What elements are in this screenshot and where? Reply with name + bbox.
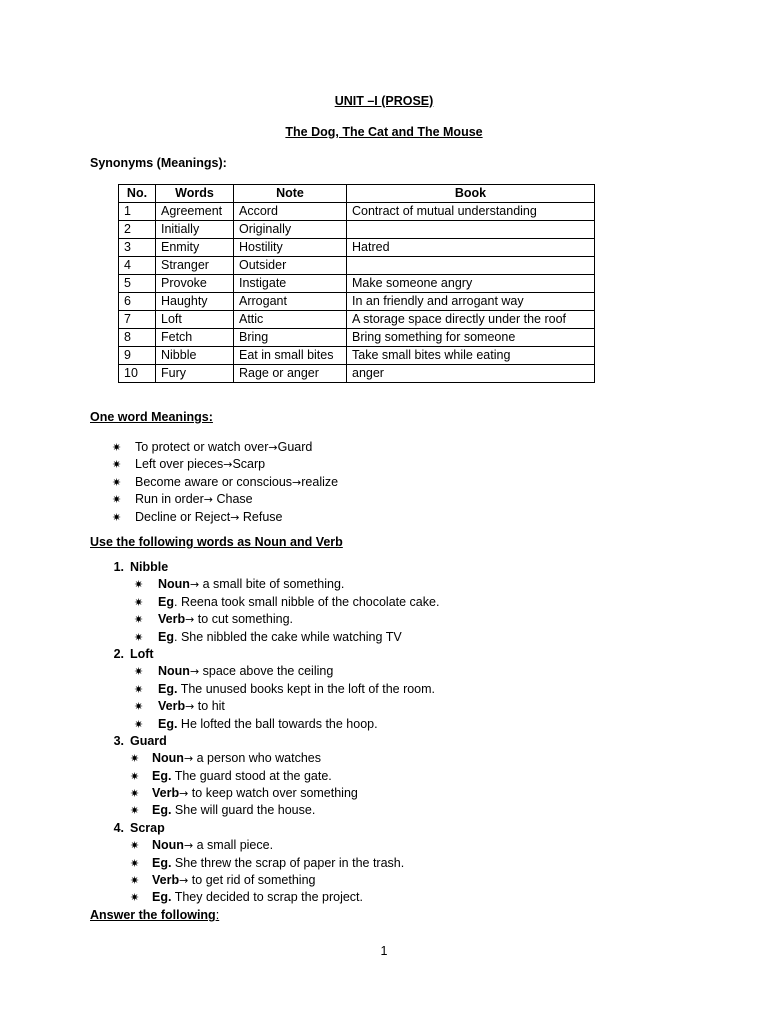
cell-note: Hostility bbox=[234, 239, 347, 257]
cell-no: 9 bbox=[119, 347, 156, 365]
cell-word: Fury bbox=[156, 365, 234, 383]
header-book: Book bbox=[347, 185, 595, 203]
verb-definition: to keep watch over something bbox=[188, 786, 358, 801]
asterisk-bullet-icon: ✷ bbox=[112, 441, 122, 454]
cell-book: Make someone angry bbox=[347, 275, 595, 293]
word-heading bbox=[104, 559, 168, 576]
verb-label: Verb bbox=[158, 612, 186, 627]
table-row bbox=[119, 257, 595, 275]
example-label: Eg bbox=[158, 594, 174, 609]
list-item bbox=[112, 509, 338, 526]
example-label: Eg. bbox=[152, 890, 172, 905]
noun-definition: space above the ceiling bbox=[199, 664, 334, 679]
example-text: They decided to scrap the project. bbox=[171, 890, 363, 905]
table-header-row bbox=[119, 185, 595, 203]
meaning-word: Guard bbox=[277, 440, 313, 454]
verb-line bbox=[104, 872, 316, 889]
header-note: Note bbox=[234, 185, 347, 203]
asterisk-bullet-icon: ✷ bbox=[134, 595, 144, 609]
cell-word: Enmity bbox=[156, 239, 234, 257]
table-row bbox=[119, 203, 595, 221]
example-line bbox=[104, 855, 405, 872]
cell-book: Hatred bbox=[347, 239, 595, 257]
right-arrow-icon: → bbox=[185, 613, 195, 627]
unit-title: UNIT –I (PROSE) bbox=[334, 94, 434, 108]
table-row bbox=[119, 239, 595, 257]
example-text: He lofted the ball towards the hoop. bbox=[177, 716, 378, 731]
example-line: ✷ Eg. She nibbled the cake while watching TV bbox=[104, 629, 168, 646]
word-number: 2. bbox=[113, 646, 124, 661]
cell-word: Nibble bbox=[156, 347, 234, 365]
noun-definition: a person who watches bbox=[193, 751, 322, 766]
cell-no: 2 bbox=[119, 221, 156, 239]
asterisk-bullet-icon: ✷ bbox=[130, 787, 140, 801]
answer-heading bbox=[90, 907, 219, 924]
verb-line bbox=[104, 698, 225, 715]
verb-definition: to cut something. bbox=[194, 612, 293, 627]
word-number: 4. bbox=[113, 820, 124, 835]
cell-book: In an friendly and arrogant way bbox=[347, 293, 595, 311]
noun-label: Noun bbox=[158, 664, 190, 679]
verb-label: Verb bbox=[152, 873, 180, 888]
asterisk-bullet-icon: ✷ bbox=[112, 458, 122, 472]
meaning-word: Chase bbox=[213, 492, 253, 507]
cell-note: Attic bbox=[234, 311, 347, 329]
example-label: Eg. bbox=[152, 855, 172, 870]
example-text: She will guard the house. bbox=[171, 803, 316, 818]
word-title: Guard bbox=[130, 733, 167, 748]
list-item bbox=[104, 820, 405, 907]
noun-definition: a small bite of something. bbox=[199, 577, 345, 592]
cell-word: Fetch bbox=[156, 329, 234, 347]
list-item bbox=[104, 646, 436, 733]
example-text: The guard stood at the gate. bbox=[171, 768, 332, 783]
cell-no: 7 bbox=[119, 311, 156, 329]
cell-no: 5 bbox=[119, 275, 156, 293]
meaning-text: To protect or watch over bbox=[135, 440, 269, 454]
right-arrow-icon: → bbox=[179, 874, 189, 888]
cell-note: Bring bbox=[234, 329, 347, 347]
story-title: The Dog, The Cat and The Mouse bbox=[285, 125, 483, 139]
right-arrow-icon: → bbox=[223, 458, 233, 472]
example-text: Reena took small nibble of the chocolate cake. bbox=[177, 594, 440, 609]
example-line bbox=[104, 681, 436, 698]
cell-note: Accord bbox=[234, 203, 347, 221]
table-row bbox=[119, 293, 595, 311]
list-item bbox=[112, 474, 338, 491]
answer-heading-colon: : bbox=[215, 908, 220, 922]
word-heading bbox=[104, 820, 168, 837]
noun-verb-list bbox=[104, 559, 440, 907]
meaning-text: Left over pieces bbox=[135, 457, 224, 472]
example-label: Eg. bbox=[152, 768, 172, 783]
verb-label: Verb bbox=[158, 699, 186, 714]
asterisk-bullet-icon: ✷ bbox=[130, 769, 140, 783]
example-label: Eg. bbox=[158, 681, 178, 696]
synonyms-heading: Synonyms (Meanings): bbox=[90, 156, 227, 170]
right-arrow-icon: → bbox=[189, 665, 200, 679]
cell-note: Instigate bbox=[234, 275, 347, 293]
right-arrow-icon: → bbox=[268, 441, 278, 454]
cell-no: 1 bbox=[119, 203, 156, 221]
noun-verb-heading: Use the following words as Noun and Verb bbox=[90, 535, 343, 549]
example-line bbox=[104, 716, 378, 733]
cell-note: Arrogant bbox=[234, 293, 347, 311]
cell-word: Haughty bbox=[156, 293, 234, 311]
cell-word: Provoke bbox=[156, 275, 234, 293]
cell-no: 6 bbox=[119, 293, 156, 311]
cell-book: Bring something for someone bbox=[347, 329, 595, 347]
example-text: She nibbled the cake while watching TV bbox=[177, 629, 402, 644]
header-words: Words bbox=[156, 185, 234, 203]
asterisk-bullet-icon: ✷ bbox=[134, 665, 144, 679]
list-item bbox=[112, 439, 338, 456]
example-line bbox=[104, 768, 332, 785]
example-label: Eg. bbox=[152, 803, 172, 818]
right-arrow-icon: → bbox=[179, 787, 189, 801]
noun-label: Noun bbox=[152, 838, 184, 853]
table-row bbox=[119, 347, 595, 365]
cell-no: 3 bbox=[119, 239, 156, 257]
asterisk-bullet-icon: ✷ bbox=[134, 630, 144, 644]
right-arrow-icon: → bbox=[183, 752, 194, 766]
page-number: 1 bbox=[380, 944, 388, 958]
asterisk-bullet-icon: ✷ bbox=[130, 804, 140, 818]
meaning-word: realize bbox=[301, 474, 339, 489]
cell-no: 8 bbox=[119, 329, 156, 347]
cell-note: Originally bbox=[234, 221, 347, 239]
word-heading bbox=[104, 646, 168, 663]
word-title: Nibble bbox=[130, 560, 169, 574]
cell-note: Rage or anger bbox=[234, 365, 347, 383]
asterisk-bullet-icon: ✷ bbox=[130, 839, 140, 853]
asterisk-bullet-icon: ✷ bbox=[134, 578, 144, 592]
example-line: ✷ Eg. Reena took small nibble of the chocolate cake. bbox=[104, 594, 168, 611]
cell-word: Initially bbox=[156, 221, 234, 239]
cell-word: Agreement bbox=[156, 203, 234, 221]
verb-definition: to hit bbox=[194, 699, 225, 714]
word-number: 1. bbox=[113, 560, 124, 574]
noun-line bbox=[104, 750, 322, 767]
right-arrow-icon: → bbox=[292, 475, 302, 489]
word-number: 3. bbox=[113, 733, 124, 748]
cell-no: 10 bbox=[119, 365, 156, 383]
example-label: Eg. bbox=[158, 716, 178, 731]
cell-book: Take small bites while eating bbox=[347, 347, 595, 365]
noun-line bbox=[104, 837, 274, 854]
meaning-text: Decline or Reject bbox=[135, 509, 231, 524]
cell-book: anger bbox=[347, 365, 595, 383]
asterisk-bullet-icon: ✷ bbox=[130, 752, 140, 766]
verb-line bbox=[104, 785, 358, 802]
asterisk-bullet-icon: ✷ bbox=[130, 891, 140, 905]
asterisk-bullet-icon: ✷ bbox=[130, 856, 140, 870]
meaning-word: Scarp bbox=[232, 457, 266, 472]
list-item bbox=[112, 456, 338, 473]
cell-word: Stranger bbox=[156, 257, 234, 275]
table-row bbox=[119, 329, 595, 347]
table-row bbox=[119, 311, 595, 329]
noun-line bbox=[104, 663, 334, 680]
verb-line bbox=[104, 611, 293, 628]
cell-book bbox=[347, 221, 595, 239]
noun-definition: a small piece. bbox=[193, 838, 274, 853]
example-line bbox=[104, 802, 316, 819]
verb-label: Verb bbox=[152, 786, 180, 801]
word-title: Scrap bbox=[130, 820, 165, 835]
cell-no: 4 bbox=[119, 257, 156, 275]
cell-book: Contract of mutual understanding bbox=[347, 203, 595, 221]
answer-heading-text: Answer the following bbox=[90, 908, 216, 922]
one-word-heading: One word Meanings: bbox=[90, 410, 213, 424]
cell-word: Loft bbox=[156, 311, 234, 329]
word-heading bbox=[104, 733, 168, 750]
meaning-text: Become aware or conscious bbox=[135, 474, 293, 489]
asterisk-bullet-icon: ✷ bbox=[130, 874, 140, 888]
noun-label: Noun bbox=[152, 751, 184, 766]
example-text: The unused books kept in the loft of the room. bbox=[177, 681, 436, 696]
verb-definition: to get rid of something bbox=[188, 873, 316, 888]
list-item bbox=[104, 559, 440, 646]
cell-book: A storage space directly under the roof bbox=[347, 311, 595, 329]
asterisk-bullet-icon: ✷ bbox=[112, 493, 122, 507]
list-item bbox=[112, 491, 338, 508]
example-line bbox=[104, 889, 363, 906]
example-label: Eg bbox=[158, 629, 174, 644]
asterisk-bullet-icon: ✷ bbox=[134, 700, 144, 714]
asterisk-bullet-icon: ✷ bbox=[112, 475, 122, 489]
list-item bbox=[104, 733, 358, 820]
table-row bbox=[119, 365, 595, 383]
cell-book bbox=[347, 257, 595, 275]
right-arrow-icon: → bbox=[183, 839, 194, 853]
right-arrow-icon: → bbox=[230, 510, 240, 524]
one-word-list bbox=[112, 439, 338, 526]
asterisk-bullet-icon: ✷ bbox=[134, 717, 144, 731]
asterisk-bullet-icon: ✷ bbox=[134, 682, 144, 696]
synonyms-table bbox=[118, 184, 595, 383]
right-arrow-icon: → bbox=[185, 700, 195, 714]
asterisk-bullet-icon: ✷ bbox=[134, 613, 144, 627]
meaning-text: Run in order bbox=[135, 492, 204, 507]
right-arrow-icon: → bbox=[203, 493, 214, 507]
example-text: She threw the scrap of paper in the trash. bbox=[171, 855, 405, 870]
right-arrow-icon: → bbox=[189, 578, 200, 592]
word-title: Loft bbox=[130, 646, 154, 661]
asterisk-bullet-icon: ✷ bbox=[112, 510, 122, 524]
noun-label: Noun bbox=[158, 577, 190, 592]
cell-note: Eat in small bites bbox=[234, 347, 347, 365]
table-row bbox=[119, 275, 595, 293]
table-row bbox=[119, 221, 595, 239]
cell-note: Outsider bbox=[234, 257, 347, 275]
header-no: No. bbox=[119, 185, 156, 203]
noun-line bbox=[104, 576, 345, 593]
meaning-word: Refuse bbox=[239, 509, 283, 524]
